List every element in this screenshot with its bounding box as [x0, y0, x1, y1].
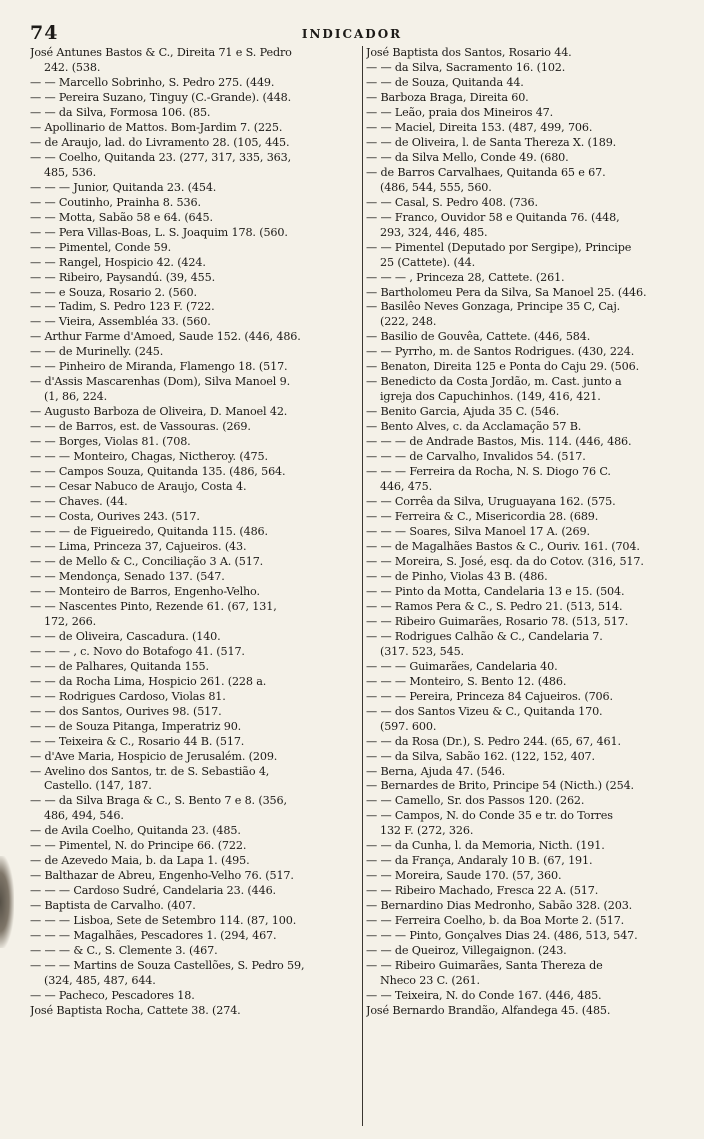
directory-entry-line: — — Pimentel (Deputado por Sergipe), Principe [366, 240, 632, 254]
directory-entry-line: — — Pimentel, Conde 59. [30, 240, 172, 254]
directory-entry-line: — Benito Garcia, Ajuda 35 C. (546. [366, 405, 560, 419]
directory-entry-line: — — — , c. Novo do Botafogo 41. (517. [30, 644, 245, 658]
directory-entry-line: — Avelino dos Santos, tr. de S. Sebastião 4, [30, 764, 270, 778]
directory-entry-line: — Benaton, Direita 125 e Ponta do Caju 29. (506. [366, 360, 639, 374]
directory-entry-line: (597. 600. [380, 719, 437, 733]
directory-entry-line: — — da Silva, Formosa 106. (85. [30, 105, 211, 119]
directory-entry-line: — — de Pinho, Violas 43 B. (486. [366, 569, 548, 583]
directory-entry-line: — — de Souza, Quitanda 44. [366, 75, 524, 89]
directory-entry-line: — — Moreira, S. José, esq. da do Cotov. (316, 517. [366, 554, 644, 568]
directory-entry-line: — — de Oliveira, l. de Santa Thereza X. (189. [366, 135, 617, 149]
directory-entry-line: — Balthazar de Abreu, Engenho-Velho 76. (517. [30, 869, 294, 883]
directory-entry-line: — — de Oliveira, Cascadura. (140. [30, 629, 221, 643]
directory-entry-line: — — Moreira, Saude 170. (57, 360. [366, 869, 562, 883]
directory-entry-line: — — Ribeiro Machado, Fresca 22 A. (517. [366, 884, 599, 898]
directory-entry-line: — — Pyrrho, m. de Santos Rodrigues. (430, 224. [366, 345, 635, 359]
directory-entry-line: — — Coutinho, Prainha 8. 536. [30, 195, 201, 209]
directory-entry-line: — — — , Princeza 28, Cattete. (261. [366, 270, 565, 284]
directory-entry-line: — d'Ave Maria, Hospicio de Jerusalém. (209. [30, 749, 278, 763]
directory-entry-line: — — Rodrigues Calhão & C., Candelaria 7. [366, 629, 603, 643]
directory-entry-line: — — da França, Andaraly 10 B. (67, 191. [366, 854, 593, 868]
directory-entry-line: — — Ribeiro Guimarães, Santa Thereza de [366, 959, 603, 973]
directory-entry-line: — Bernardes de Brito, Principe 54 (Nicth.) (254. [366, 779, 634, 793]
directory-entry-line: — de Azevedo Maia, b. da Lapa 1. (495. [30, 854, 250, 868]
directory-entry-line: — — Campos Souza, Quitanda 135. (486, 564. [30, 465, 286, 479]
directory-entry-line: — Bento Alves, c. da Acclamação 57 B. [366, 420, 582, 434]
directory-entry-line: — — Pacheco, Pescadores 18. [30, 989, 195, 1003]
right-column [366, 46, 690, 1131]
directory-entry-line: — — Franco, Ouvidor 58 e Quitanda 76. (448, [366, 210, 620, 224]
directory-entry-line: — — Rodrigues Cardoso, Violas 81. [30, 689, 226, 703]
directory-entry-line: — — Monteiro de Barros, Engenho-Velho. [30, 584, 260, 598]
directory-entry-line: — — Campos, N. do Conde 35 e tr. do Torres [366, 809, 613, 823]
directory-entry-line: — — — Soares, Silva Manoel 17 A. (269. [366, 525, 590, 538]
directory-entry-line: José Antunes Bastos & C., Direita 71 e S. Pedro [30, 46, 292, 59]
directory-entry-line: 172, 266. [44, 614, 97, 628]
directory-entry-line: José Baptista Rocha, Cattete 38. (274. [30, 1004, 241, 1017]
directory-entry-line: — — — Pereira, Princeza 84 Cajueiros. (706. [366, 689, 613, 703]
directory-entry-line: — — da Silva Mello, Conde 49. (680. [366, 150, 569, 164]
directory-entry-line: — — Motta, Sabão 58 e 64. (645. [30, 210, 213, 224]
directory-entry-line: — de Avila Coelho, Quitanda 23. (485. [30, 824, 241, 838]
directory-entry-line: (324, 485, 487, 644. [44, 974, 156, 988]
directory-entry-line: — — da Silva, Sacramento 16. (102. [366, 60, 566, 74]
directory-entry-line: — — da Silva, Sabão 162. (122, 152, 407. [366, 749, 595, 763]
directory-entry-line: — — — Martins de Souza Castellões, S. Pedro 59, [30, 959, 305, 973]
directory-entry-line: 25 (Cattete). (44. [380, 255, 476, 269]
directory-entry-line: 446, 475. [380, 480, 433, 494]
directory-entry-line: 242. (538. [44, 60, 101, 74]
directory-entry-line: — — de Souza Pitanga, Imperatriz 90. [30, 719, 242, 733]
directory-entry-line: (1, 86, 224. [44, 390, 108, 404]
page-number: 74 [30, 22, 59, 44]
directory-entry-line: igreja dos Capuchinhos. (149, 416, 421. [380, 390, 601, 404]
directory-entry-line: — Berna, Ajuda 47. (546. [366, 764, 506, 778]
directory-entry-line: — — da Cunha, l. da Memoria, Nicth. (191. [366, 839, 605, 853]
directory-entry-line: — Augusto Barboza de Oliveira, D. Manoel 42. [30, 405, 288, 419]
directory-entry-line: — — Vieira, Assembléa 33. (560. [30, 315, 211, 329]
directory-entry-line: — — — de Carvalho, Invalidos 54. (517. [366, 450, 586, 464]
directory-entry-line: — — Costa, Ourives 243. (517. [30, 510, 200, 524]
directory-entry-line: — — Chaves. (44. [30, 495, 128, 509]
directory-entry-line: José Bernardo Brandão, Alfandega 45. (485. [366, 1004, 611, 1017]
left-column [30, 46, 360, 1131]
directory-entry-line: Castello. (147, 187. [44, 779, 152, 793]
directory-entry-line: — — Ribeiro, Paysandú. (39, 455. [30, 270, 215, 284]
directory-entry-line: — — Mendonça, Senado 137. (547. [30, 569, 225, 583]
directory-entry-line: (222, 248. [380, 315, 437, 329]
directory-entry-line: — — Cesar Nabuco de Araujo, Costa 4. [30, 480, 247, 494]
directory-entry-line: — — — Guimarães, Candelaria 40. [366, 659, 558, 673]
directory-entry-line: — — e Souza, Rosario 2. (560. [30, 285, 197, 299]
directory-entry-line: — — da Silva Braga & C., S. Bento 7 e 8. (356, [30, 794, 287, 808]
directory-entry-line: — — — Cardoso Sudré, Candelaria 23. (446. [30, 884, 276, 898]
directory-entry-line: — Apollinario de Mattos. Bom-Jardim 7. (225. [30, 120, 283, 134]
directory-entry-line: — d'Assis Mascarenhas (Dom), Silva Manoel 9. [30, 375, 290, 389]
directory-entry-line: — — Nascentes Pinto, Rezende 61. (67, 131, [30, 599, 277, 613]
column-divider [362, 46, 363, 1126]
directory-columns [30, 46, 690, 1131]
directory-entry-line: — — — de Andrade Bastos, Mis. 114. (446, 486. [366, 435, 632, 449]
directory-entry-line: — — — Pinto, Gonçalves Dias 24. (486, 513, 547. [366, 929, 638, 943]
directory-entry-line: — Baptista de Carvalho. (407. [30, 899, 196, 913]
directory-entry-line: — — — Lisboa, Sete de Setembro 114. (87, 100. [30, 914, 297, 928]
directory-entry-line: (317. 523, 545. [380, 644, 464, 658]
directory-entry-line: — — dos Santos Vizeu & C., Quitanda 170. [366, 704, 603, 718]
directory-entry-line: — de Barros Carvalhaes, Quitanda 65 e 67. [366, 165, 606, 179]
directory-entry-line: — — — de Figueiredo, Quitanda 115. (486. [30, 525, 268, 538]
directory-entry-line: — — de Mello & C., Conciliação 3 A. (517. [30, 554, 264, 568]
directory-entry-line: — — Corrêa da Silva, Uruguayana 162. (575. [366, 495, 616, 509]
directory-entry-line: — — — Monteiro, S. Bento 12. (486. [366, 674, 567, 688]
directory-entry-line: 132 F. (272, 326. [380, 824, 474, 838]
directory-entry-line: 293, 324, 446, 485. [380, 225, 488, 239]
directory-entry-line: — — Tadim, S. Pedro 123 F. (722. [30, 300, 215, 314]
directory-entry-line: — — Maciel, Direita 153. (487, 499, 706. [366, 120, 593, 134]
directory-entry-line: — — Rangel, Hospicio 42. (424. [30, 255, 206, 269]
directory-entry-line: — — — Junior, Quitanda 23. (454. [30, 180, 217, 194]
directory-entry-line: — Basilêo Neves Gonzaga, Principe 35 C, Caj. [366, 300, 621, 314]
directory-entry-line: — — Ramos Pera & C., S. Pedro 21. (513, 514. [366, 599, 623, 613]
binding-stain [0, 856, 14, 948]
directory-entry-line: — — — & C., S. Clemente 3. (467. [30, 944, 218, 958]
directory-entry-line: — — Marcello Sobrinho, S. Pedro 275. (449. [30, 75, 275, 89]
directory-entry-line: — Benedicto da Costa Jordão, m. Cast. junto a [366, 375, 622, 389]
directory-entry-line: — — de Palhares, Quitanda 155. [30, 659, 209, 673]
directory-entry-line: — — Leão, praia dos Mineiros 47. [366, 105, 554, 119]
directory-entry-line: — Arthur Farme d'Amoed, Saude 152. (446, 486. [30, 330, 301, 344]
directory-entry-line: — Bartholomeu Pera da Silva, Sa Manoel 25. (446. [366, 285, 647, 299]
directory-entry-line: — — Coelho, Quitanda 23. (277, 317, 335, 363, [30, 150, 292, 164]
directory-entry-line: — — da Rocha Lima, Hospicio 261. (228 a. [30, 674, 267, 688]
directory-entry-line: — — — Monteiro, Chagas, Nictheroy. (475. [30, 450, 268, 464]
directory-entry-line: — — Casal, S. Pedro 408. (736. [366, 195, 538, 209]
directory-entry-line: — — de Murinelly. (245. [30, 345, 164, 359]
directory-entry-line: — — Ribeiro Guimarães, Rosario 78. (513, 517. [366, 614, 629, 628]
directory-entry-line: — — — Magalhães, Pescadores 1. (294, 467. [30, 929, 277, 943]
directory-entry-line: — — Pera Villas-Boas, L. S. Joaquim 178. (560. [30, 225, 288, 239]
directory-entry-line: — — Pinto da Motta, Candelaria 13 e 15. (504. [366, 584, 625, 598]
directory-entry-line: — Basilio de Gouvêa, Cattete. (446, 584. [366, 330, 591, 344]
directory-entry-line: (486, 544, 555, 560. [380, 180, 492, 194]
directory-entry-line: — Barboza Braga, Direita 60. [366, 90, 529, 104]
directory-entry-line: — — Camello, Sr. dos Passos 120. (262. [366, 794, 585, 808]
directory-entry-line: — — da Rosa (Dr.), S. Pedro 244. (65, 67, 461. [366, 734, 621, 748]
directory-entry-line: — — Pimentel, N. do Principe 66. (722. [30, 839, 247, 853]
directory-entry-line: — — Pinheiro de Miranda, Flamengo 18. (517. [30, 360, 288, 374]
directory-entry-line: José Baptista dos Santos, Rosario 44. [366, 46, 572, 59]
page-header-title: INDICADOR [301, 27, 403, 41]
directory-entry-line: — — de Magalhães Bastos & C., Ouriv. 161. (704. [366, 539, 640, 553]
directory-entry-line: — — Ferreira & C., Misericordia 28. (689. [366, 510, 599, 524]
directory-entry-line: — — Ferreira Coelho, b. da Boa Morte 2. (517. [366, 914, 625, 928]
directory-entry-line: — — Teixeira, N. do Conde 167. (446, 485. [366, 989, 602, 1003]
directory-entry-line: 485, 536. [44, 165, 97, 179]
directory-entry-line: 486, 494, 546. [44, 809, 124, 823]
directory-entry-line: Nheco 23 C. (261. [380, 974, 480, 988]
directory-entry-line: — — de Barros, est. de Vassouras. (269. [30, 420, 251, 434]
directory-entry-line: — — de Queiroz, Villegaignon. (243. [366, 944, 567, 958]
directory-entry-line: — — Teixeira & C., Rosario 44 B. (517. [30, 734, 245, 748]
directory-entry-line: — de Araujo, lad. do Livramento 28. (105, 445. [30, 135, 290, 149]
directory-entry-line: — — Pereira Suzano, Tinguy (C.-Grande). (448. [30, 90, 292, 104]
directory-entry-line: — — Lima, Princeza 37, Cajueiros. (43. [30, 539, 247, 553]
directory-entry-line: — — — Ferreira da Rocha, N. S. Diogo 76 C. [366, 465, 611, 479]
directory-entry-line: — — dos Santos, Ourives 98. (517. [30, 704, 222, 718]
directory-entry-line: — — Borges, Violas 81. (708. [30, 435, 191, 449]
directory-entry-line: — Bernardino Dias Medronho, Sabão 328. (203. [366, 899, 633, 913]
